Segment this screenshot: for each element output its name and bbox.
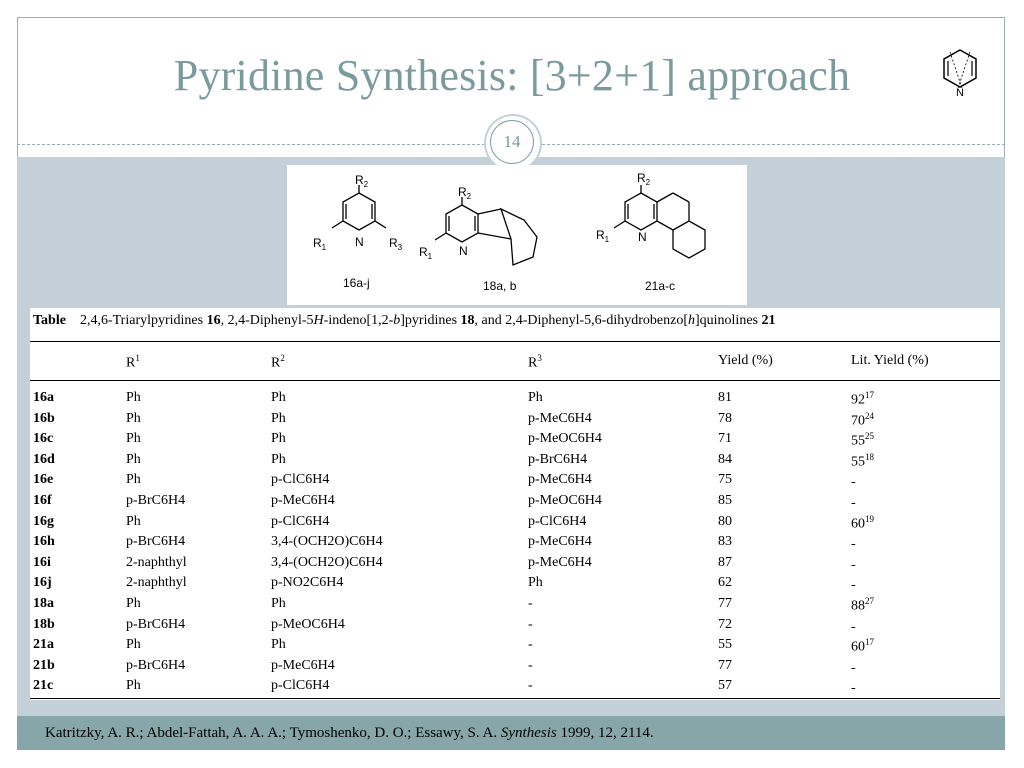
cell-r3: p-MeC6H4 <box>528 554 592 570</box>
cell-r1: Ph <box>126 637 141 653</box>
cell-r1: p-BrC6H4 <box>126 493 186 508</box>
cell-yield: 77 <box>718 596 732 611</box>
structure-16 <box>332 185 386 230</box>
compound-id: 16f <box>33 493 52 508</box>
yield-table <box>30 308 1000 700</box>
compound-id: 16j <box>33 575 52 591</box>
cell-r2: p-MeOC6H4 <box>271 616 345 632</box>
cell-r1: Ph <box>126 431 141 447</box>
cell-r2: p-MeC6H4 <box>271 493 335 508</box>
s3-label: 21a-c <box>645 279 676 293</box>
cell-lit-yield: $55^{25}$ <box>851 431 874 449</box>
cell-yield: 55 <box>718 637 732 653</box>
cell-r1: Ph <box>126 596 141 611</box>
cell-r2: Ph <box>271 451 286 467</box>
table-row <box>30 617 1000 637</box>
structure-18 <box>435 197 537 265</box>
s2-n: N <box>459 244 468 258</box>
compound-id: 16g <box>33 513 54 529</box>
cell-r2: p-MeC6H4 <box>271 657 335 673</box>
cell-lit-yield: - <box>851 475 856 491</box>
header-yield: Yield (%) <box>718 353 773 368</box>
table-row <box>30 411 1000 431</box>
s1-n: N <box>355 235 364 249</box>
structures-panel <box>287 165 747 305</box>
cell-r2: p-NO2C6H4 <box>271 575 344 591</box>
cell-r2: 3,4-(OCH2O)C6H4 <box>271 534 383 550</box>
cell-r1: Ph <box>126 678 141 694</box>
table-row <box>30 555 1000 575</box>
cell-r3: p-BrC6H4 <box>528 451 588 467</box>
cell-yield: 81 <box>718 390 732 405</box>
cell-lit-yield: $88^{27}$ <box>851 596 874 614</box>
table-caption: Table 2,4,6-Triarylpyridines 16, 2,4-Diphenyl-5H-indeno[1,2-b]pyridines 18, and 2,4-Diphenyl-5,6-dihydrobenzo[h]quinolines 21 <box>33 313 776 328</box>
slide-title: Pyridine Synthesis: [3+2+1] approach <box>173 51 851 100</box>
table-row <box>30 514 1000 534</box>
table-rule-mid <box>30 380 1000 381</box>
cell-yield: 62 <box>718 575 732 591</box>
cell-r1: Ph <box>126 410 141 426</box>
s2-r1: $R_1$ <box>419 245 433 261</box>
compound-id: 21c <box>33 678 54 694</box>
cell-r3: p-MeC6H4 <box>528 472 592 488</box>
table-row <box>30 452 1000 472</box>
lit-reference: 17 <box>865 637 874 648</box>
cell-lit-yield: $60^{17}$ <box>851 637 874 655</box>
compound-id: 16a <box>33 390 54 405</box>
cell-r1: 2-naphthyl <box>126 554 187 570</box>
compound-id: 21a <box>33 637 54 653</box>
cell-r1: p-BrC6H4 <box>126 616 186 632</box>
cell-yield: 83 <box>718 534 732 550</box>
cell-r1: Ph <box>126 472 141 488</box>
cell-r3: p-MeOC6H4 <box>528 493 602 508</box>
cell-lit-yield: - <box>851 681 856 697</box>
citation-bar <box>17 716 1005 750</box>
page-number: 14 <box>490 120 534 164</box>
structure-21 <box>614 185 705 258</box>
table-row <box>30 390 1000 410</box>
cell-lit-yield: $60^{19}$ <box>851 513 874 532</box>
cell-r3: Ph <box>528 575 543 591</box>
s3-n: N <box>638 230 647 244</box>
s1-label: 16a-j <box>343 276 370 290</box>
cell-r2: Ph <box>271 410 286 426</box>
table-row <box>30 658 1000 678</box>
table-row <box>30 596 1000 616</box>
cell-r2: Ph <box>271 431 286 447</box>
cell-yield: 78 <box>718 410 732 426</box>
cell-r3: p-MeC6H4 <box>528 410 592 426</box>
cell-r3: Ph <box>528 390 543 405</box>
cell-r3: - <box>528 678 533 694</box>
compound-id: 21b <box>33 657 55 673</box>
s2-label: 18a, b <box>483 279 517 293</box>
lit-reference: 17 <box>865 390 874 400</box>
lit-reference: 19 <box>865 513 874 524</box>
cell-yield: 77 <box>718 657 732 673</box>
cell-yield: 75 <box>718 472 732 488</box>
cell-lit-yield: - <box>851 619 856 635</box>
compound-id: 16i <box>33 554 51 570</box>
table-row <box>30 493 1000 513</box>
s3-r2: $R_2$ <box>637 171 651 187</box>
header-r3: $R^3$ <box>528 353 542 371</box>
cell-r3: p-MeC6H4 <box>528 534 592 550</box>
cell-r1: Ph <box>126 451 141 467</box>
table-row <box>30 637 1000 657</box>
lit-reference: 25 <box>865 431 874 442</box>
cell-yield: 84 <box>718 451 732 467</box>
table-row <box>30 431 1000 451</box>
compound-id: 18a <box>33 596 54 611</box>
compound-id: 16e <box>33 472 54 488</box>
cell-r2: 3,4-(OCH2O)C6H4 <box>271 554 383 570</box>
cell-r3: p-ClC6H4 <box>528 513 587 529</box>
cell-r2: p-ClC6H4 <box>271 472 330 488</box>
table-rule-top <box>30 341 1000 342</box>
cell-lit-yield: - <box>851 495 856 511</box>
header-lit-yield: Lit. Yield (%) <box>851 353 929 368</box>
pyridine-logo-icon <box>936 44 984 100</box>
cell-yield: 80 <box>718 513 732 529</box>
header-r1: $R^1$ <box>126 353 140 371</box>
cell-lit-yield: - <box>851 536 856 552</box>
cell-r2: Ph <box>271 390 286 405</box>
table-row <box>30 472 1000 492</box>
cell-lit-yield: $70^{24}$ <box>851 410 874 429</box>
compound-id: 16b <box>33 410 55 426</box>
page-number-badge <box>486 116 540 170</box>
table-row <box>30 575 1000 595</box>
lit-reference: 24 <box>865 410 874 421</box>
cell-r1: p-BrC6H4 <box>126 534 186 550</box>
cell-r1: Ph <box>126 513 141 529</box>
cell-r3: p-MeOC6H4 <box>528 431 602 447</box>
compound-id: 18b <box>33 616 55 632</box>
s2-r2: $R_2$ <box>458 185 472 201</box>
cell-r3: - <box>528 637 533 653</box>
cell-r2: Ph <box>271 637 286 653</box>
cell-r3: - <box>528 616 533 632</box>
cell-lit-yield: $55^{18}$ <box>851 451 874 470</box>
cell-yield: 57 <box>718 678 732 694</box>
citation: Katritzky, A. R.; Abdel-Fattah, A. A. A.; Tymoshenko, D. O.; Essawy, S. A. Synthesis 1999, 12, 2114. <box>45 725 654 741</box>
table-row <box>30 534 1000 554</box>
compound-id: 16d <box>33 451 55 467</box>
s1-r1: $R_1$ <box>313 236 327 252</box>
cell-lit-yield: - <box>851 557 856 573</box>
cell-r1: 2-naphthyl <box>126 575 187 591</box>
cell-yield: 72 <box>718 616 732 632</box>
s3-r1: $R_1$ <box>596 228 610 244</box>
header-r2: $R^2$ <box>271 353 285 371</box>
cell-yield: 85 <box>718 493 732 508</box>
cell-lit-yield: $92^{17}$ <box>851 390 874 408</box>
lit-reference: 18 <box>865 451 874 462</box>
table-rule-bottom <box>30 698 1000 699</box>
cell-r3: - <box>528 596 533 611</box>
table-row <box>30 678 1000 698</box>
cell-yield: 71 <box>718 431 732 447</box>
s1-r3: $R_3$ <box>389 236 403 252</box>
lit-reference: 27 <box>865 596 874 606</box>
s1-r2: $R_2$ <box>355 173 369 189</box>
cell-r2: Ph <box>271 596 286 611</box>
cell-r3: - <box>528 657 533 673</box>
cell-r2: p-ClC6H4 <box>271 678 330 694</box>
logo-n: N <box>956 87 964 99</box>
cell-r2: p-ClC6H4 <box>271 513 330 529</box>
cell-r1: p-BrC6H4 <box>126 657 186 673</box>
cell-r1: Ph <box>126 390 141 405</box>
cell-lit-yield: - <box>851 660 856 676</box>
compound-id: 16h <box>33 534 55 550</box>
cell-yield: 87 <box>718 554 732 570</box>
compound-id: 16c <box>33 431 54 447</box>
cell-lit-yield: - <box>851 578 856 594</box>
